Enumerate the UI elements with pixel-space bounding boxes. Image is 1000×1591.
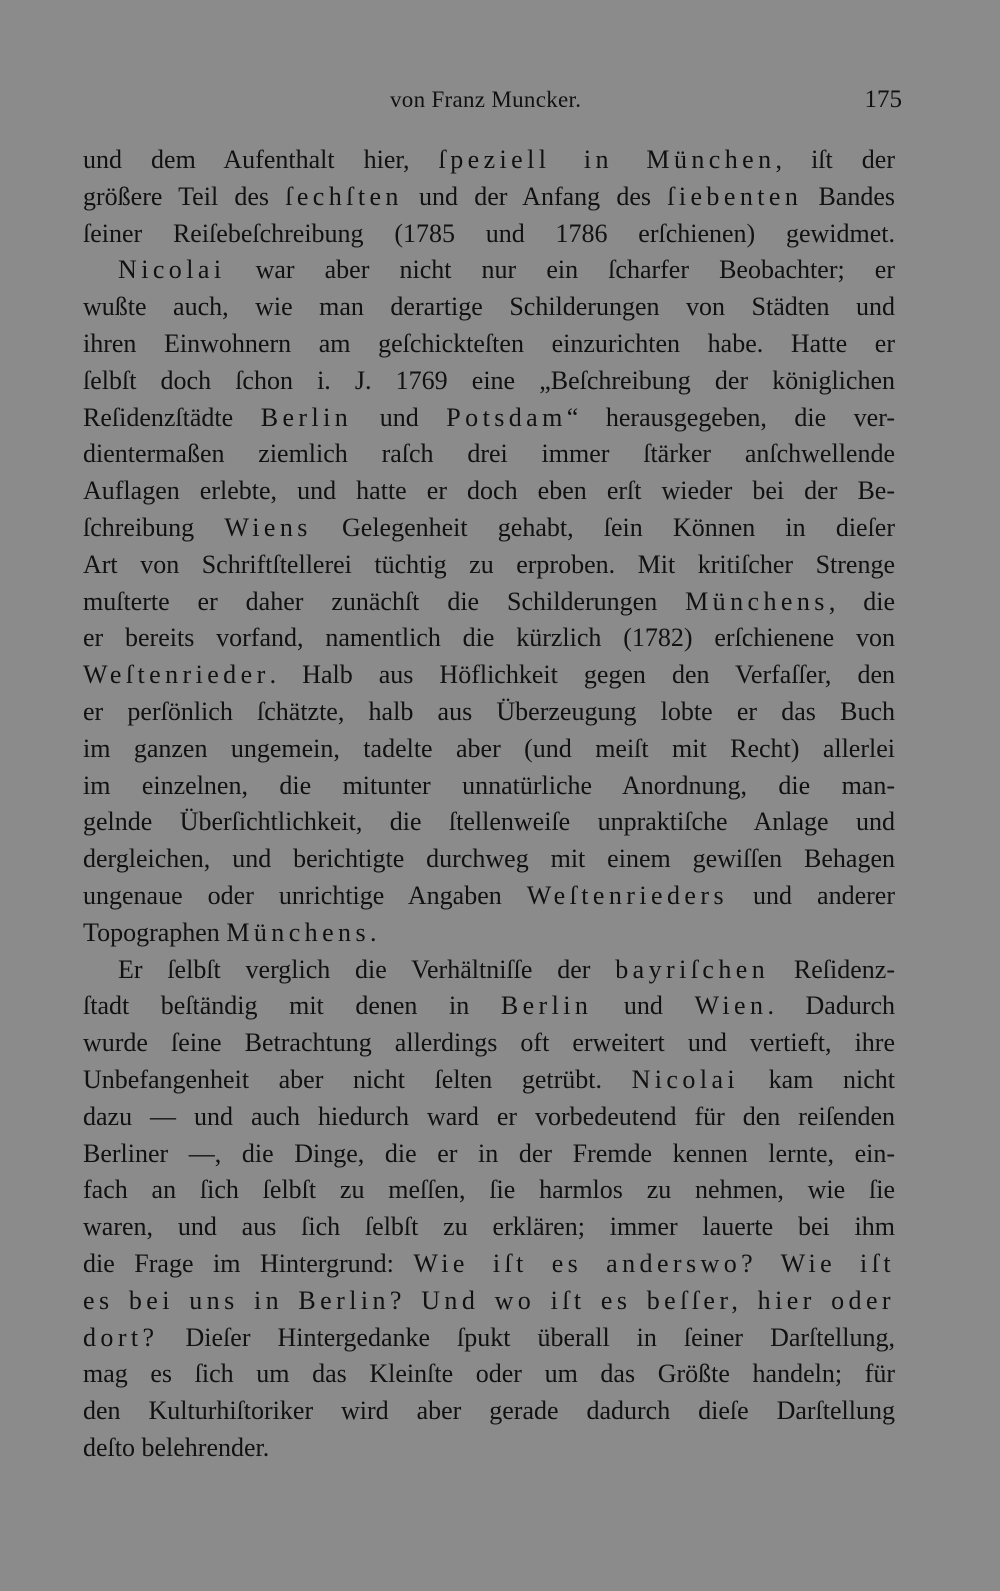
text-segment: ſtadt beſtändig mit denen in	[83, 991, 501, 1021]
text-segment: fach an ſich ſelbſt zu meſſen, ſie harmlos zu nehmen, wie ſie	[83, 1175, 895, 1205]
text-segment: “ herausgegeben, die ver-	[566, 402, 895, 432]
text-line	[83, 804, 895, 841]
paragraph	[83, 252, 895, 951]
text-segment: Unbefangenheit aber nicht ſelten getrübt.	[83, 1064, 632, 1094]
spaced-emphasis-text: Münchens	[685, 586, 829, 616]
spaced-emphasis-text: Wie iſt es anderswo? Wie iſt	[413, 1248, 895, 1278]
text-line	[83, 400, 895, 437]
text-line	[83, 1393, 895, 1430]
text-line	[83, 216, 895, 253]
text-line	[83, 326, 895, 363]
text-segment: ihren Einwohnern am geſchickteſten einzurichten habe. Hatte er	[83, 328, 895, 358]
text-segment: . Halb aus Höflichkeit gegen den Verfaſſer, den	[269, 660, 895, 690]
text-segment: waren, und aus ſich ſelbſt zu erklären; immer lauerte bei ihm	[83, 1212, 895, 1242]
text-line	[83, 620, 895, 657]
text-segment: wurde ſeine Betrachtung allerdings oft erweitert und vertieft, ihre	[83, 1028, 895, 1058]
text-segment: und anderer	[727, 880, 895, 910]
text-segment: Er ſelbſt verglich die Verhältniſſe der	[118, 954, 616, 984]
spaced-emphasis-text: Potsdam	[446, 402, 567, 432]
text-line	[83, 694, 895, 731]
text-segment: Auflagen erlebte, und hatte er doch eben erſt wieder bei der Be-	[83, 476, 895, 506]
text-segment: kam nicht	[739, 1064, 895, 1094]
text-segment: und der Anfang des	[402, 181, 668, 211]
text-line	[83, 547, 895, 584]
text-line	[83, 142, 895, 179]
text-line	[83, 1320, 895, 1357]
text-segment: und dem Aufenthalt hier,	[83, 145, 439, 174]
text-line	[83, 915, 895, 952]
text-line	[83, 1172, 895, 1209]
text-segment: Topographen	[83, 917, 227, 947]
text-line	[83, 473, 895, 510]
spaced-emphasis-text: dort?	[83, 1322, 159, 1352]
page-number: 175	[864, 86, 902, 113]
text-segment: Reſidenzſtädte	[83, 402, 261, 432]
text-segment: größere Teil des	[83, 181, 286, 211]
text-line	[83, 179, 895, 216]
text-segment: ſchreibung	[83, 512, 225, 542]
text-segment: dientermaßen ziemlich raſch drei immer ſtärker anſchwellende	[83, 439, 895, 469]
text-line	[83, 1283, 895, 1320]
text-segment: war aber nicht nur ein ſcharfer Beobachter; er	[225, 255, 895, 285]
text-segment: im einzelnen, die mitunter unnatürliche Anordnung, die man-	[83, 770, 895, 800]
text-line	[83, 436, 895, 473]
text-segment: Dieſer Hintergedanke ſpukt überall in ſeiner Darſtellung,	[158, 1322, 895, 1352]
spaced-emphasis-text: ſiebenten	[667, 181, 803, 211]
body-text	[83, 142, 895, 1467]
text-segment: Bandes	[802, 181, 895, 211]
text-line	[83, 768, 895, 805]
text-segment: die Frage im Hintergrund:	[83, 1248, 414, 1278]
text-line	[83, 1356, 895, 1393]
text-segment: Gelegenheit gehabt, ſein Können in dieſer	[311, 512, 895, 542]
text-segment: dazu — und auch hiedurch ward er vorbedeutend für den reiſenden	[83, 1101, 895, 1131]
spaced-emphasis-text: Wien	[694, 991, 768, 1021]
spaced-emphasis-text: ſechſten	[285, 181, 403, 211]
text-line	[83, 510, 895, 547]
paragraph	[83, 952, 895, 1467]
spaced-emphasis-text: Weſtenrieders	[526, 880, 728, 910]
text-line	[83, 1430, 895, 1467]
text-line	[83, 1246, 895, 1283]
text-line	[83, 1209, 895, 1246]
text-line	[83, 988, 895, 1025]
text-line	[83, 1099, 895, 1136]
text-line	[83, 289, 895, 326]
text-line	[83, 657, 895, 694]
text-segment: muſterte er daher zunächſt die Schilderungen	[83, 586, 686, 616]
spaced-emphasis-text: Weſtenrieder	[83, 660, 270, 690]
running-head: von Franz Muncker.	[390, 87, 582, 112]
spaced-emphasis-text: ſpeziell in München	[438, 145, 776, 174]
text-segment: , die	[828, 586, 895, 616]
text-segment: er bereits vorfand, namentlich die kürzlich (1782) erſchienene von	[83, 623, 895, 653]
spaced-emphasis-text: Nicolai	[631, 1064, 740, 1094]
text-segment: Berliner —, die Dinge, die er in der Fremde kennen lernte, ein-	[83, 1138, 895, 1168]
spaced-emphasis-text: es bei uns in Berlin? Und wo iſt es beſſer, hier oder	[83, 1285, 895, 1315]
text-line	[83, 841, 895, 878]
text-segment: Reſidenz-	[769, 954, 895, 984]
spaced-emphasis-text: Wiens	[224, 512, 312, 542]
text-segment: und	[352, 402, 447, 432]
text-segment: . Dadurch	[767, 991, 895, 1021]
text-line	[83, 731, 895, 768]
text-segment: er perſönlich ſchätzte, halb aus Überzeugung lobte er das Buch	[83, 696, 895, 726]
text-segment: .	[370, 917, 377, 947]
text-segment: im ganzen ungemein, tadelte aber (und meiſt mit Recht) allerlei	[83, 733, 895, 763]
text-segment: Art von Schriftſtellerei tüchtig zu erproben. Mit kritiſcher Strenge	[83, 549, 895, 579]
text-line	[83, 1136, 895, 1173]
text-segment: gelnde Überſichtlichkeit, die ſtellenweiſe unpraktiſche Anlage und	[83, 807, 895, 837]
spaced-emphasis-text: bayriſchen	[615, 954, 770, 984]
text-segment: deſto belehrender.	[83, 1432, 270, 1462]
text-segment: den Kulturhiſtoriker wird aber gerade dadurch dieſe Darſtellung	[83, 1396, 895, 1426]
text-segment: und	[592, 991, 695, 1021]
text-line	[83, 878, 895, 915]
text-line	[83, 252, 895, 289]
text-line	[83, 1025, 895, 1062]
text-segment: mag es ſich um das Kleinſte oder um das Größte handeln; für	[83, 1359, 895, 1389]
text-segment: , iſt der	[775, 145, 895, 174]
text-segment: ſeiner Reiſebeſchreibung (1785 und 1786 erſchienen) gewidmet.	[83, 218, 895, 248]
text-line	[83, 1062, 895, 1099]
paragraph	[83, 142, 895, 252]
text-segment: wußte auch, wie man derartige Schilderungen von Städten und	[83, 292, 895, 322]
text-segment: ſelbſt doch ſchon i. J. 1769 eine „Beſchreibung der königlichen	[83, 365, 895, 395]
spaced-emphasis-text: Münchens	[226, 917, 370, 947]
text-line	[83, 584, 895, 621]
spaced-emphasis-text: Berlin	[500, 991, 593, 1021]
text-segment: ungenaue oder unrichtige Angaben	[83, 880, 527, 910]
text-segment: dergleichen, und berichtigte durchweg mit einem gewiſſen Behagen	[83, 844, 895, 874]
text-line	[83, 363, 895, 400]
spaced-emphasis-text: Nicolai	[118, 255, 226, 285]
text-line	[83, 952, 895, 989]
spaced-emphasis-text: Berlin	[260, 402, 353, 432]
